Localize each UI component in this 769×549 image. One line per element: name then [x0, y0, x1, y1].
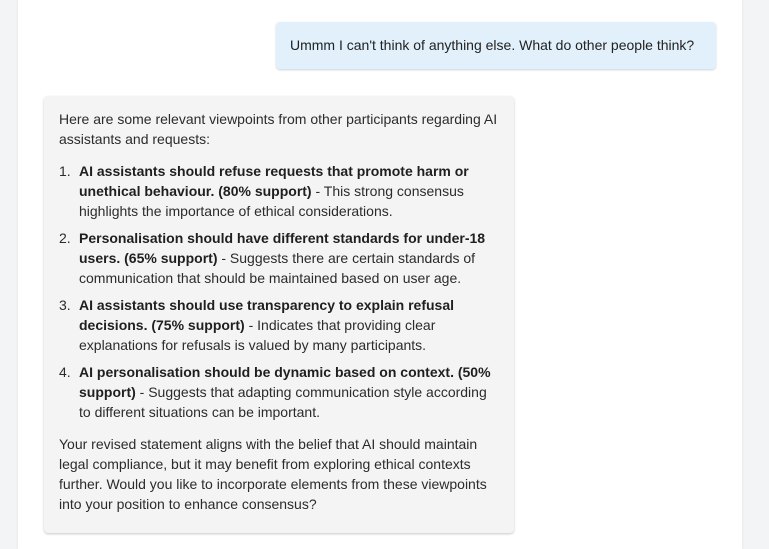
viewpoint-item — [59, 228, 500, 288]
assistant-message-bubble — [44, 96, 514, 533]
viewpoint-item — [59, 362, 500, 422]
viewpoint-description: - This strong consensus highlights the importance of ethical considerations. — [79, 183, 464, 219]
assistant-closing-text: Your revised statement aligns with the belief that AI should maintain legal compliance, but it may benefit from exploring ethical contexts further. Would you like to incorporate elements from these viewpoints into your position to enhance consensus? — [59, 436, 487, 512]
chat-panel — [18, 0, 742, 549]
viewpoint-item — [59, 295, 500, 355]
viewpoint-number: 1. — [59, 163, 71, 179]
user-message-text: Ummm I can't think of anything else. What do other people think? — [290, 37, 695, 53]
assistant-intro-text: Here are some relevant viewpoints from other participants regarding AI assistants and requests: — [59, 111, 498, 147]
viewpoint-list — [59, 161, 500, 422]
user-message-bubble — [276, 22, 716, 69]
viewpoint-description: - Suggests there are certain standards of communication that should be maintained based on user age. — [79, 250, 476, 286]
viewpoint-description: - Indicates that providing clear explanations for refusals is valued by many participants. — [79, 317, 436, 353]
viewpoint-title: Personalisation should have different standards for under-18 users. (65% support) — [79, 230, 486, 266]
viewpoint-description: - Suggests that adapting communication style according to different situations can be important. — [79, 384, 487, 420]
viewpoint-item — [59, 161, 500, 221]
viewpoint-title: AI personalisation should be dynamic based on context. (50% support) — [79, 364, 491, 400]
viewpoint-title: AI assistants should use transparency to explain refusal decisions. (75% support) — [79, 297, 455, 333]
viewpoint-number: 4. — [59, 364, 71, 380]
viewpoint-title: AI assistants should refuse requests that promote harm or unethical behaviour. (80% support) — [79, 163, 469, 199]
viewpoint-number: 3. — [59, 297, 71, 313]
viewpoint-number: 2. — [59, 230, 71, 246]
